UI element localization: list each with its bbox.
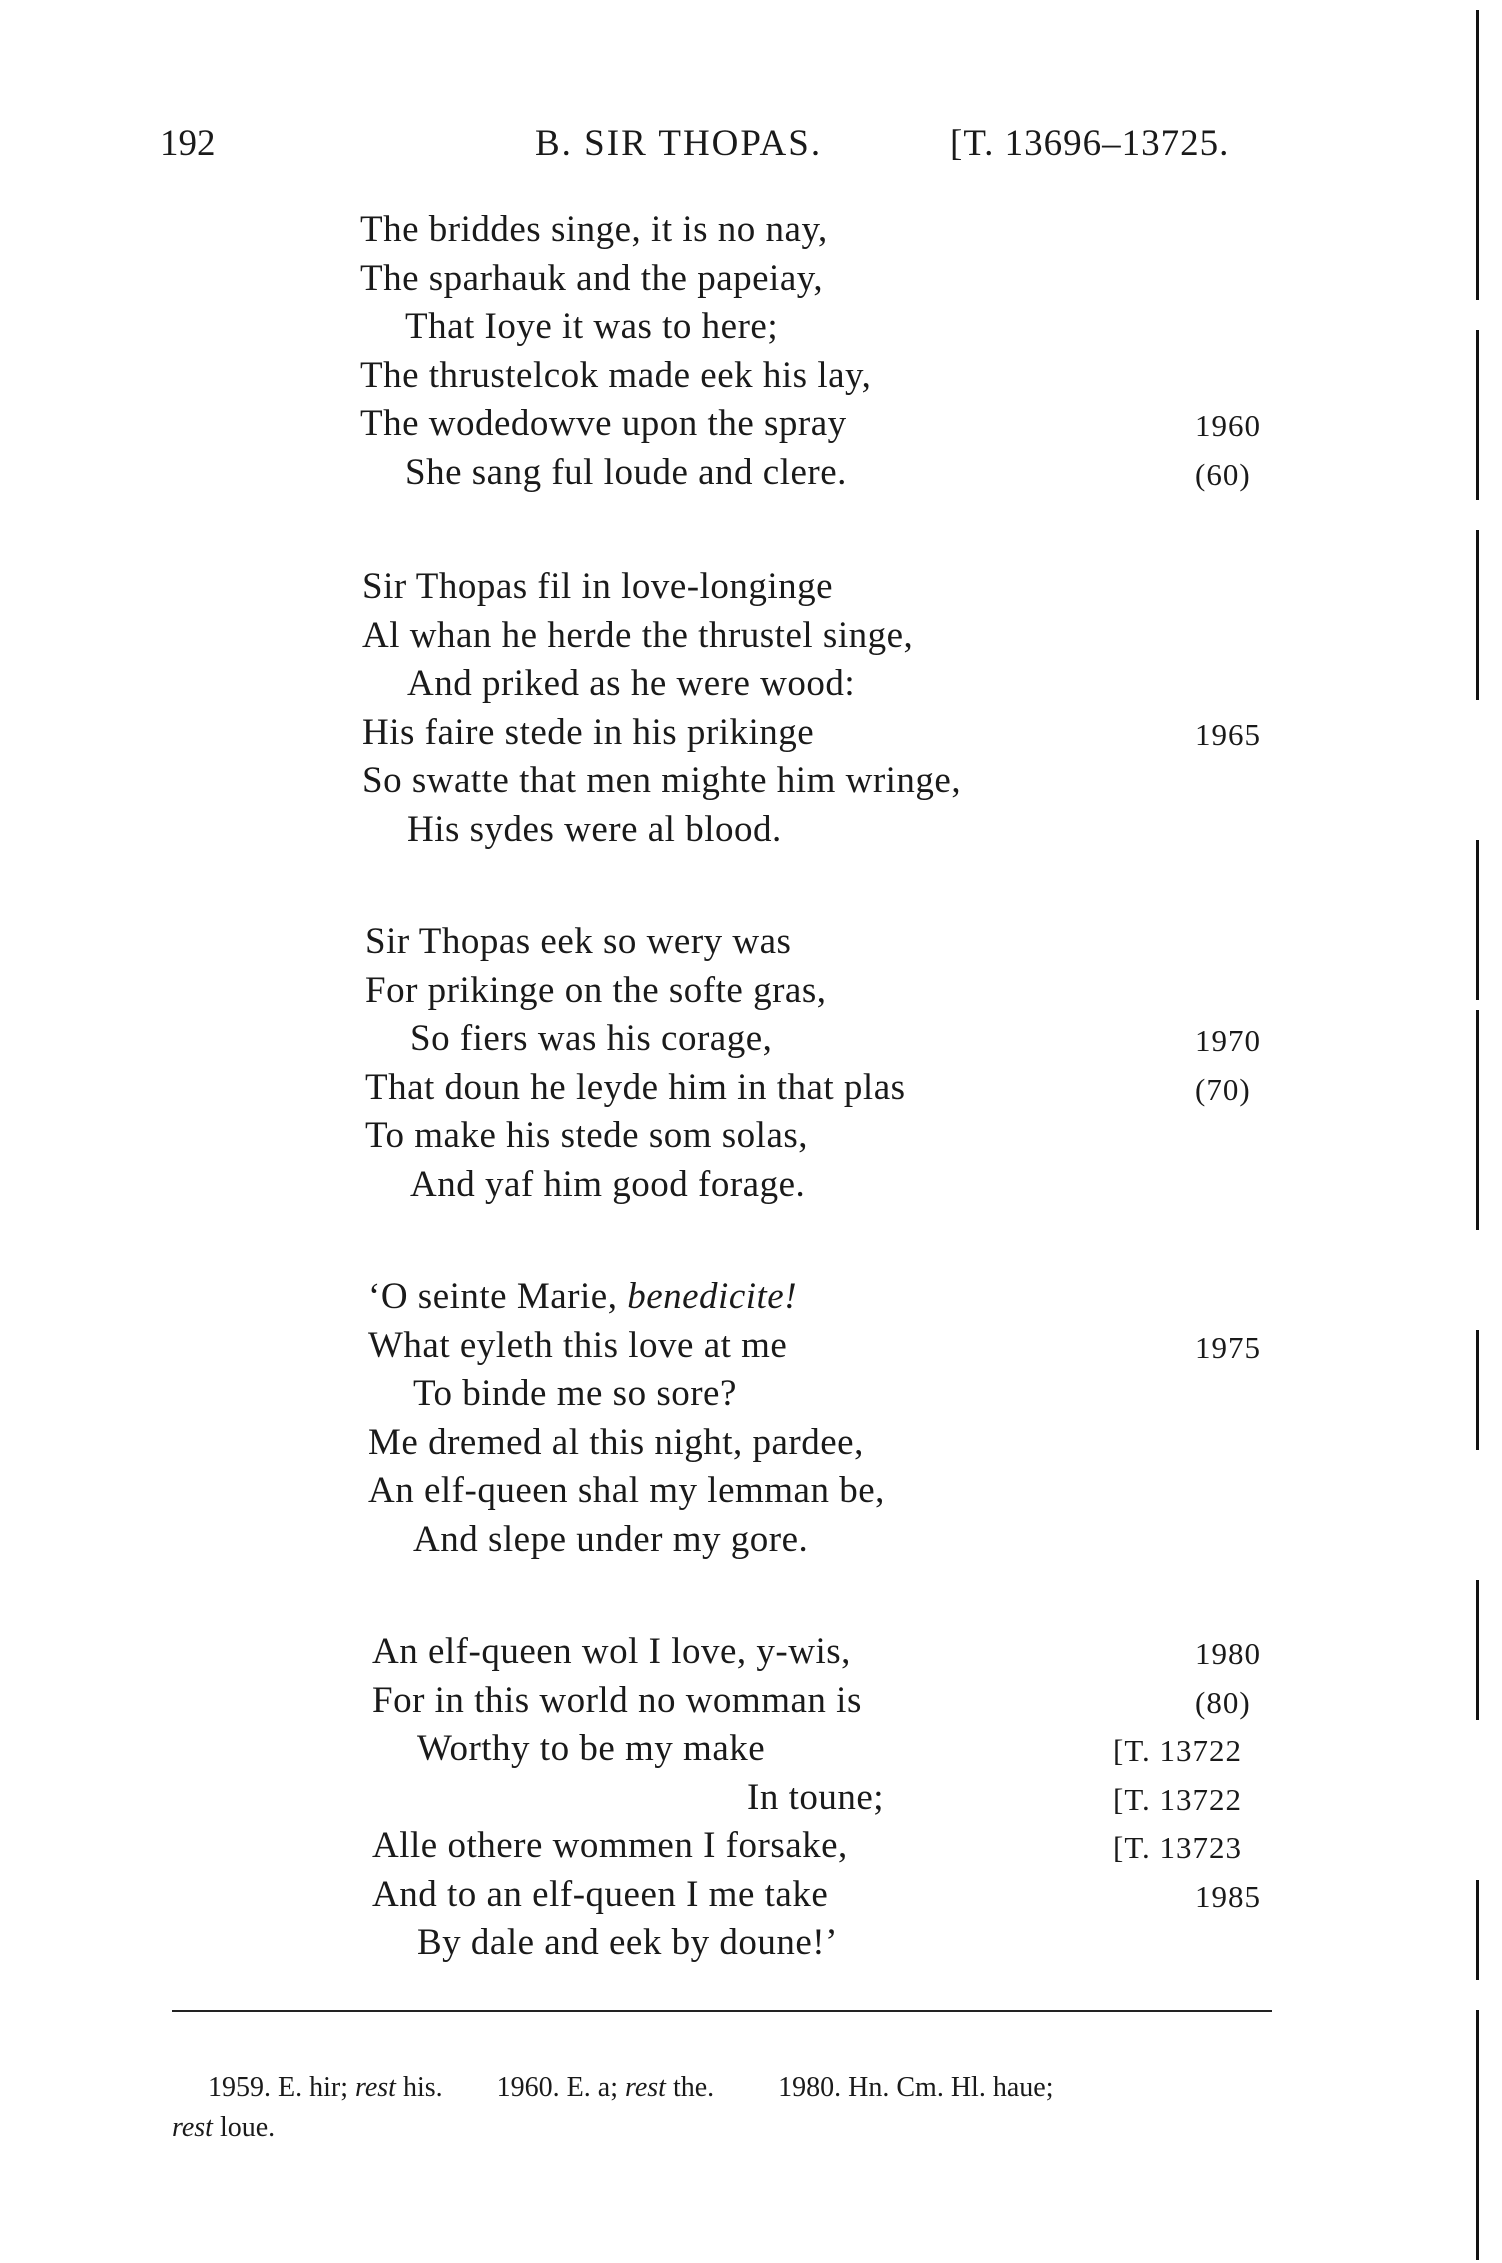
verse-line: Alle othere wommen I forsake,: [372, 1825, 848, 1866]
verse-line: Me dremed al this night, pardee,: [368, 1421, 864, 1463]
verse-line: That doun he leyde him in that plas: [365, 1066, 906, 1108]
footnote-1960: 1960. E. a; rest the.: [496, 2072, 715, 2103]
line-number: 1965: [1195, 716, 1261, 752]
verse-line: And to an elf-queen I me take: [372, 1873, 829, 1915]
verse-line: Al whan he herde the thrustel singe,: [362, 614, 914, 656]
footnote-1980: 1980. Hn. Cm. Hl. haue;: [778, 2072, 1054, 2103]
verse-line: Sir Thopas eek so wery was: [365, 921, 792, 962]
running-title: B. SIR THOPAS.: [535, 123, 823, 164]
verse-line: Sir Thopas fil in love-longinge: [362, 566, 834, 607]
line-reference: [T. 13696–13725.: [950, 123, 1230, 164]
verse-line: What eyleth this love at me: [368, 1324, 788, 1366]
verse-line: And slepe under my gore.: [413, 1518, 809, 1560]
line-number: (60): [1195, 456, 1251, 492]
verse-line: That Ioye it was to here;: [405, 306, 779, 347]
line-number: (80): [1195, 1684, 1251, 1720]
verse-line: And yaf him good forage.: [410, 1163, 806, 1205]
verse-line: The briddes singe, it is no nay,: [360, 209, 828, 250]
verse-line: For prikinge on the softe gras,: [365, 969, 827, 1011]
verse-line: And priked as he were wood:: [407, 663, 856, 704]
verse-line: To binde me so sore?: [413, 1373, 737, 1414]
footnote-1959: 1959. E. hir; rest his.: [208, 2072, 443, 2103]
verse-line: In toune;: [747, 1776, 885, 1818]
page-header: [0, 122, 1502, 172]
verse-line: His faire stede in his prikinge: [362, 711, 815, 753]
verse-line: So fiers was his corage,: [410, 1018, 773, 1059]
verse-line: To make his stede som solas,: [365, 1115, 809, 1156]
verse-line: The sparhauk and the papeiay,: [360, 257, 824, 299]
footnote-line-1: [208, 2068, 1053, 2108]
line-number: 1970: [1195, 1023, 1261, 1058]
verse-line: His sydes were al blood.: [407, 808, 782, 850]
verse-line: So swatte that men mighte him wringe,: [362, 760, 962, 801]
verse-line: ‘O seinte Marie, benedicite!: [368, 1276, 798, 1317]
verse-line: She sang ful loude and clere.: [405, 451, 847, 493]
page-number: 192: [160, 123, 216, 164]
footnote-rule: [172, 2010, 1272, 2012]
line-number: 1985: [1195, 1878, 1261, 1914]
verse-line: The thrustelcok made eek his lay,: [360, 354, 872, 396]
line-number: 1960: [1195, 408, 1261, 443]
footnote-line-2: rest loue.: [172, 2112, 276, 2143]
verse-line: The wodedowve upon the spray: [360, 403, 847, 444]
verse-line: For in this world no womman is: [372, 1679, 862, 1721]
verse-line: Worthy to be my make: [417, 1728, 766, 1769]
line-number: (70): [1195, 1071, 1251, 1107]
line-number: 1975: [1195, 1329, 1261, 1365]
line-number: [T. 13722: [1113, 1781, 1242, 1817]
line-number: [T. 13723: [1113, 1830, 1242, 1865]
line-number: 1980: [1195, 1636, 1261, 1671]
line-number: [T. 13722: [1113, 1733, 1242, 1768]
verse-line: An elf-queen shal my lemman be,: [368, 1470, 885, 1511]
scan-edge: [1462, 0, 1502, 2263]
verse-line: By dale and eek by doune!’: [417, 1922, 838, 1963]
verse-line: An elf-queen wol I love, y-wis,: [372, 1631, 851, 1672]
